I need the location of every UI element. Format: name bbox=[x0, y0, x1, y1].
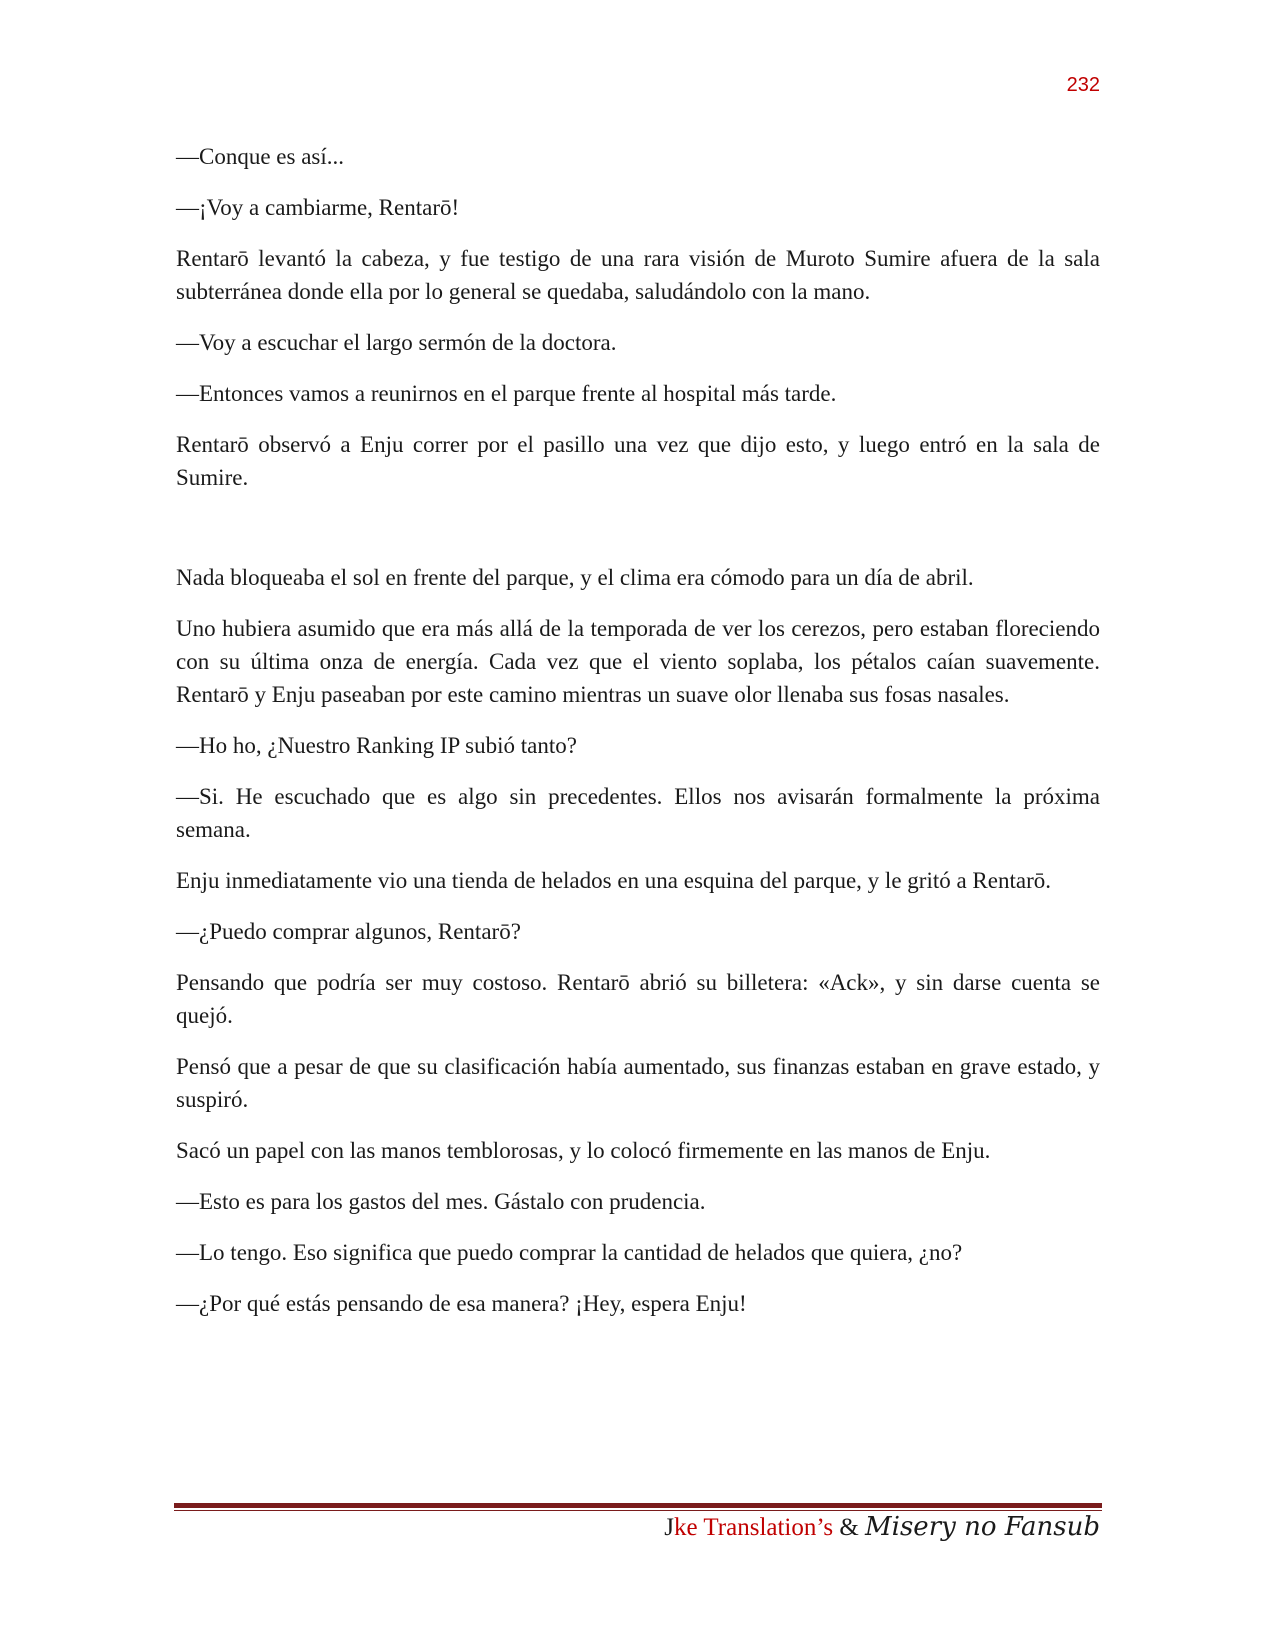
footer-credit-misery-no-fansub: Misery no Fansub bbox=[865, 1512, 1100, 1542]
paragraph: —Entonces vamos a reunirnos en el parque frente al hospital más tarde. bbox=[176, 381, 837, 406]
footer-credit-t: T bbox=[703, 1514, 718, 1541]
paragraph: Uno hubiera asumido que era más allá de la temporada de ver los cerezos, pero estaban floreciendo con su última onza de energía. Cada vez que el viento soplaba, los pétalos caían suavemente. Rentarō y Enju paseaban por este camino mientras un suave olor llenaba sus fosas nasales. bbox=[176, 616, 1100, 707]
body-text bbox=[176, 140, 1100, 1338]
paragraph: Rentarō observó a Enju correr por el pasillo una vez que dijo esto, y luego entró en la sala de Sumire. bbox=[176, 432, 1100, 490]
paragraph: —¿Por qué estás pensando de esa manera? ¡Hey, espera Enju! bbox=[176, 1291, 747, 1316]
paragraph-group-top bbox=[176, 140, 1100, 494]
paragraph: —Ho ho, ¿Nuestro Ranking IP subió tanto? bbox=[176, 733, 577, 758]
footer-credit-apostrophe-s: ’s bbox=[816, 1514, 834, 1541]
paragraph: Sacó un papel con las manos temblorosas, y lo colocó firmemente en las manos de Enju. bbox=[176, 1138, 991, 1163]
paragraph: Pensando que podría ser muy costoso. Rentarō abrió su billetera: «Ack», y sin darse cuenta se quejó. bbox=[176, 970, 1100, 1028]
paragraph: —Conque es así... bbox=[176, 144, 345, 169]
footer-rule bbox=[174, 1503, 1102, 1511]
scene-break bbox=[176, 512, 1100, 561]
paragraph: —Esto es para los gastos del mes. Gástalo con prudencia. bbox=[176, 1189, 706, 1214]
footer-credit bbox=[664, 1512, 1100, 1542]
paragraph: Pensó que a pesar de que su clasificación había aumentado, sus finanzas estaban en grave estado, y suspiró. bbox=[176, 1054, 1100, 1112]
paragraph: Enju inmediatamente vio una tienda de helados en una esquina del parque, y le gritó a Rentarō. bbox=[176, 868, 1051, 893]
page-number: 232 bbox=[1066, 74, 1100, 96]
paragraph: —¡Voy a cambiarme, Rentarō! bbox=[176, 195, 460, 220]
paragraph: Nada bloqueaba el sol en frente del parque, y el clima era cómodo para un día de abril. bbox=[176, 565, 974, 590]
paragraph: Rentarō levantó la cabeza, y fue testigo de una rara visión de Muroto Sumire afuera de la sala subterránea donde ella por lo general se quedaba, saludándolo con la mano. bbox=[176, 246, 1100, 304]
footer-credit-ke: ke bbox=[673, 1514, 704, 1541]
footer-credit-ranslation: ranslation bbox=[717, 1514, 817, 1541]
footer-rule-thick bbox=[174, 1503, 1102, 1508]
paragraph: —Si. He escuchado que es algo sin precedentes. Ellos nos avisarán formalmente la próxima semana. bbox=[176, 784, 1100, 842]
paragraph: —Lo tengo. Eso significa que puedo comprar la cantidad de helados que quiera, ¿no? bbox=[176, 1240, 963, 1265]
footer-credit-j: J bbox=[664, 1514, 674, 1541]
footer-rule-thin bbox=[174, 1510, 1102, 1511]
footer-credit-ampersand: & bbox=[833, 1514, 866, 1541]
paragraph: —Voy a escuchar el largo sermón de la doctora. bbox=[176, 330, 617, 355]
paragraph: —¿Puedo comprar algunos, Rentarō? bbox=[176, 919, 521, 944]
paragraph-group-bottom bbox=[176, 561, 1100, 1320]
